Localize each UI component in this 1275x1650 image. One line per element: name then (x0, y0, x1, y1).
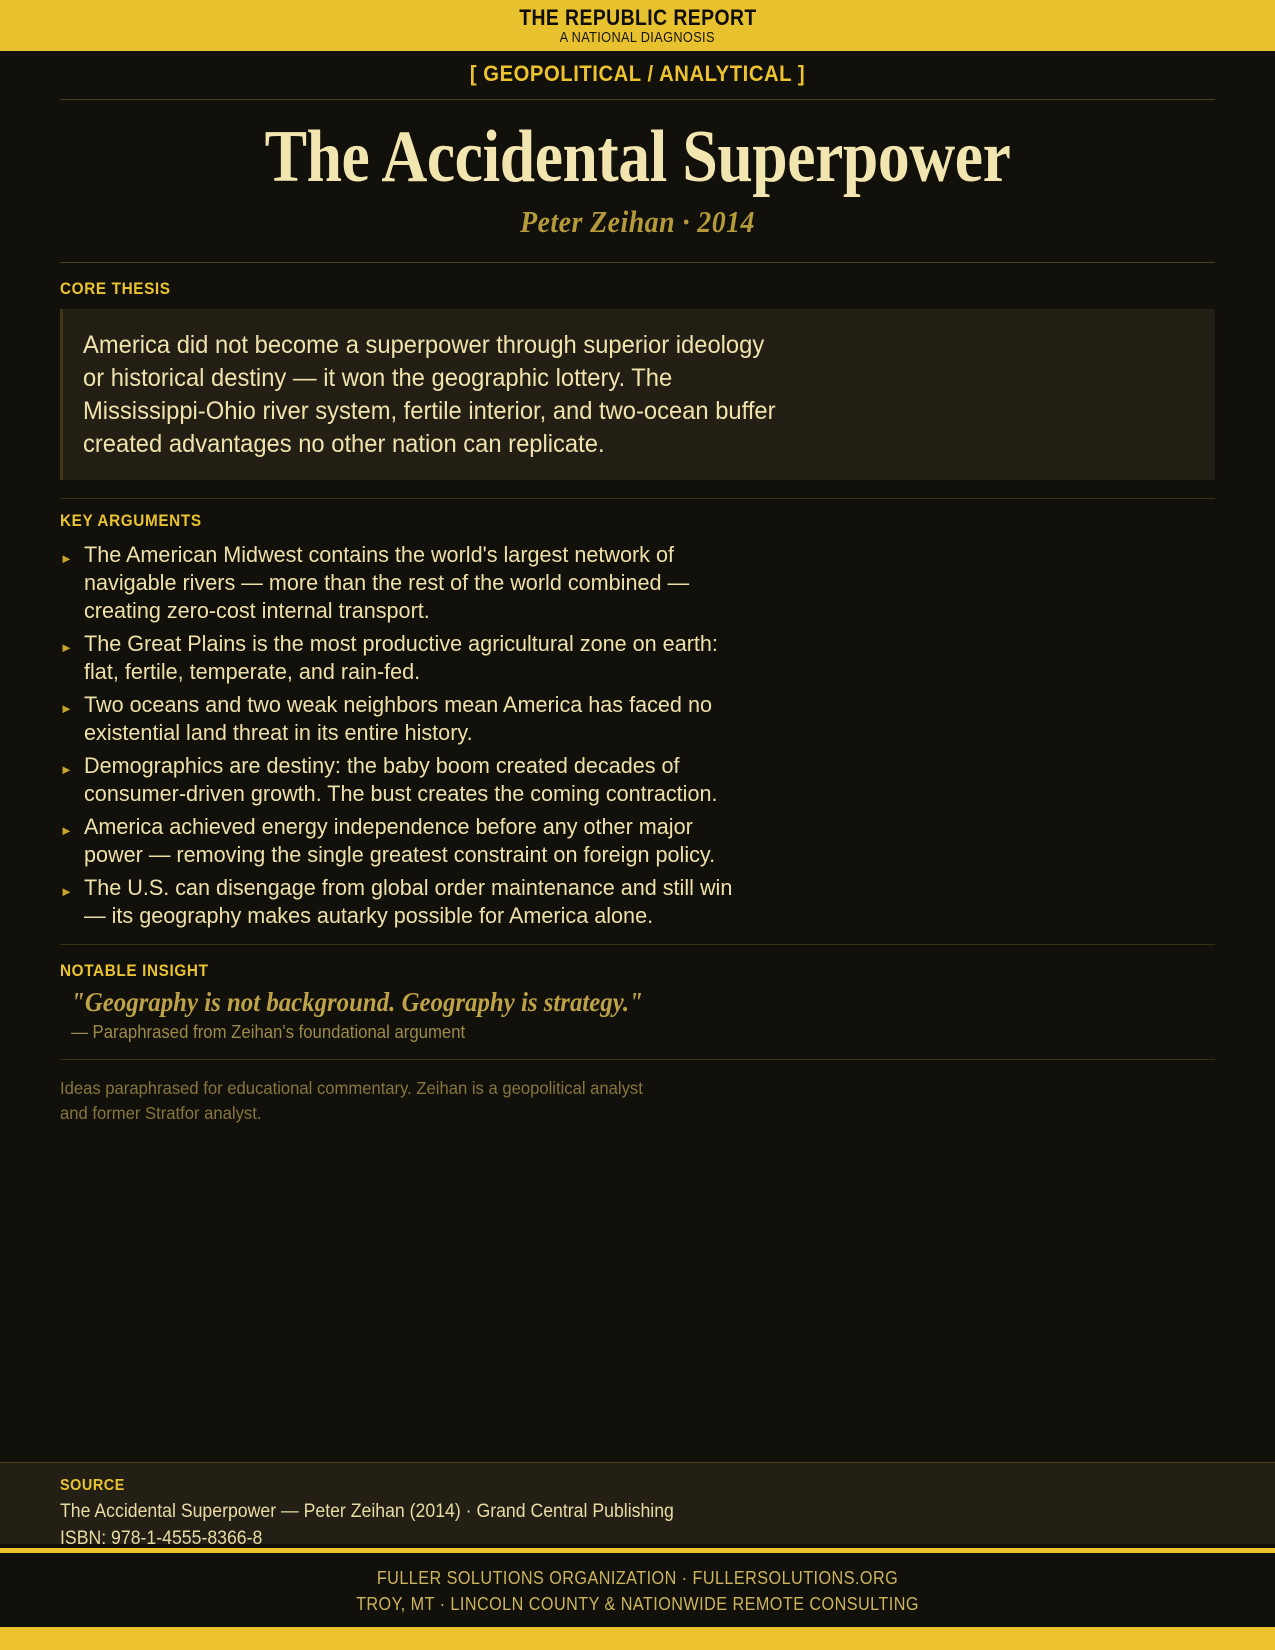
footer-location-line: TROY, MT · LINCOLN COUNTY & NATIONWIDE REMOTE CONSULTING (356, 1593, 919, 1614)
book-byline: Peter Zeihan · 2014 (520, 204, 755, 240)
footer (0, 1548, 1275, 1627)
page-content (0, 99, 1275, 1125)
list-item (60, 541, 760, 625)
list-item (60, 630, 760, 686)
core-thesis-section (60, 279, 1215, 480)
masthead-title: THE REPUBLIC REPORT (518, 5, 757, 31)
insight-attribution: — Paraphrased from Zeihan's foundational argument (71, 1022, 466, 1043)
argument-text: Demographics are destiny: the baby boom created decades of consumer-driven growth. The bust creates the coming contraction. (84, 753, 718, 807)
notable-insight-section (60, 945, 1215, 1043)
source-label: SOURCE (60, 1477, 125, 1494)
triangle-right-icon: ► (60, 701, 73, 717)
argument-text: The American Midwest contains the world's largest network of navigable rivers — more than the rest of the world combined — creating zero-cost internal transport. (84, 542, 690, 624)
argument-text: America achieved energy independence before any other major power — removing the single greatest constraint on foreign policy. (84, 814, 716, 868)
argument-text: Two oceans and two weak neighbors mean America has faced no existential land threat in its entire history. (84, 692, 712, 746)
list-item (60, 691, 760, 747)
category-label: [ GEOPOLITICAL / ANALYTICAL ] (469, 61, 806, 86)
list-item (60, 874, 760, 930)
core-thesis-box (60, 309, 1215, 480)
divider-disclaimer (60, 1059, 1215, 1060)
title-block (60, 100, 1215, 262)
triangle-right-icon: ► (60, 884, 73, 900)
notable-insight-label: NOTABLE INSIGHT (60, 961, 209, 981)
masthead-banner (0, 0, 1275, 51)
core-thesis-text: America did not become a superpower through superior ideology or historical destiny — it won the geographic lottery. The Mississippi-Ohio river system, fertile interior, and two-ocean buffer created advantages no other nation can replicate. (83, 331, 776, 458)
source-citation: The Accidental Superpower — Peter Zeihan (2014) · Grand Central Publishing (60, 1501, 674, 1522)
list-item (60, 813, 760, 869)
core-thesis-label: CORE THESIS (60, 279, 171, 299)
divider-thesis (60, 262, 1215, 263)
triangle-right-icon: ► (60, 762, 73, 778)
source-isbn: ISBN: 978-1-4555-8366-8 (60, 1528, 263, 1544)
triangle-right-icon: ► (60, 640, 73, 656)
footer-accent-bar (0, 1627, 1275, 1650)
argument-text: The U.S. can disengage from global order maintenance and still win — its geography makes autarky possible for America alone. (84, 875, 733, 929)
masthead-subtitle: A NATIONAL DIAGNOSIS (559, 29, 716, 46)
footer-org-line: FULLER SOLUTIONS ORGANIZATION · FULLERSOLUTIONS.ORG (376, 1567, 899, 1588)
list-item (60, 752, 760, 808)
triangle-right-icon: ► (60, 551, 73, 567)
source-block (0, 1462, 1275, 1544)
key-arguments-section (60, 499, 1215, 930)
argument-text: The Great Plains is the most productive agricultural zone on earth: flat, fertile, temperate, and rain-fed. (84, 631, 718, 685)
insight-quote: "Geography is not background. Geography is strategy." (71, 987, 643, 1018)
triangle-right-icon: ► (60, 823, 73, 839)
book-title: The Accidental Superpower (264, 116, 1011, 198)
key-arguments-list (60, 541, 760, 930)
disclaimer-text: Ideas paraphrased for educational commentary. Zeihan is a geopolitical analyst and former Stratfor analyst. (60, 1078, 643, 1123)
key-arguments-label: KEY ARGUMENTS (60, 511, 202, 531)
